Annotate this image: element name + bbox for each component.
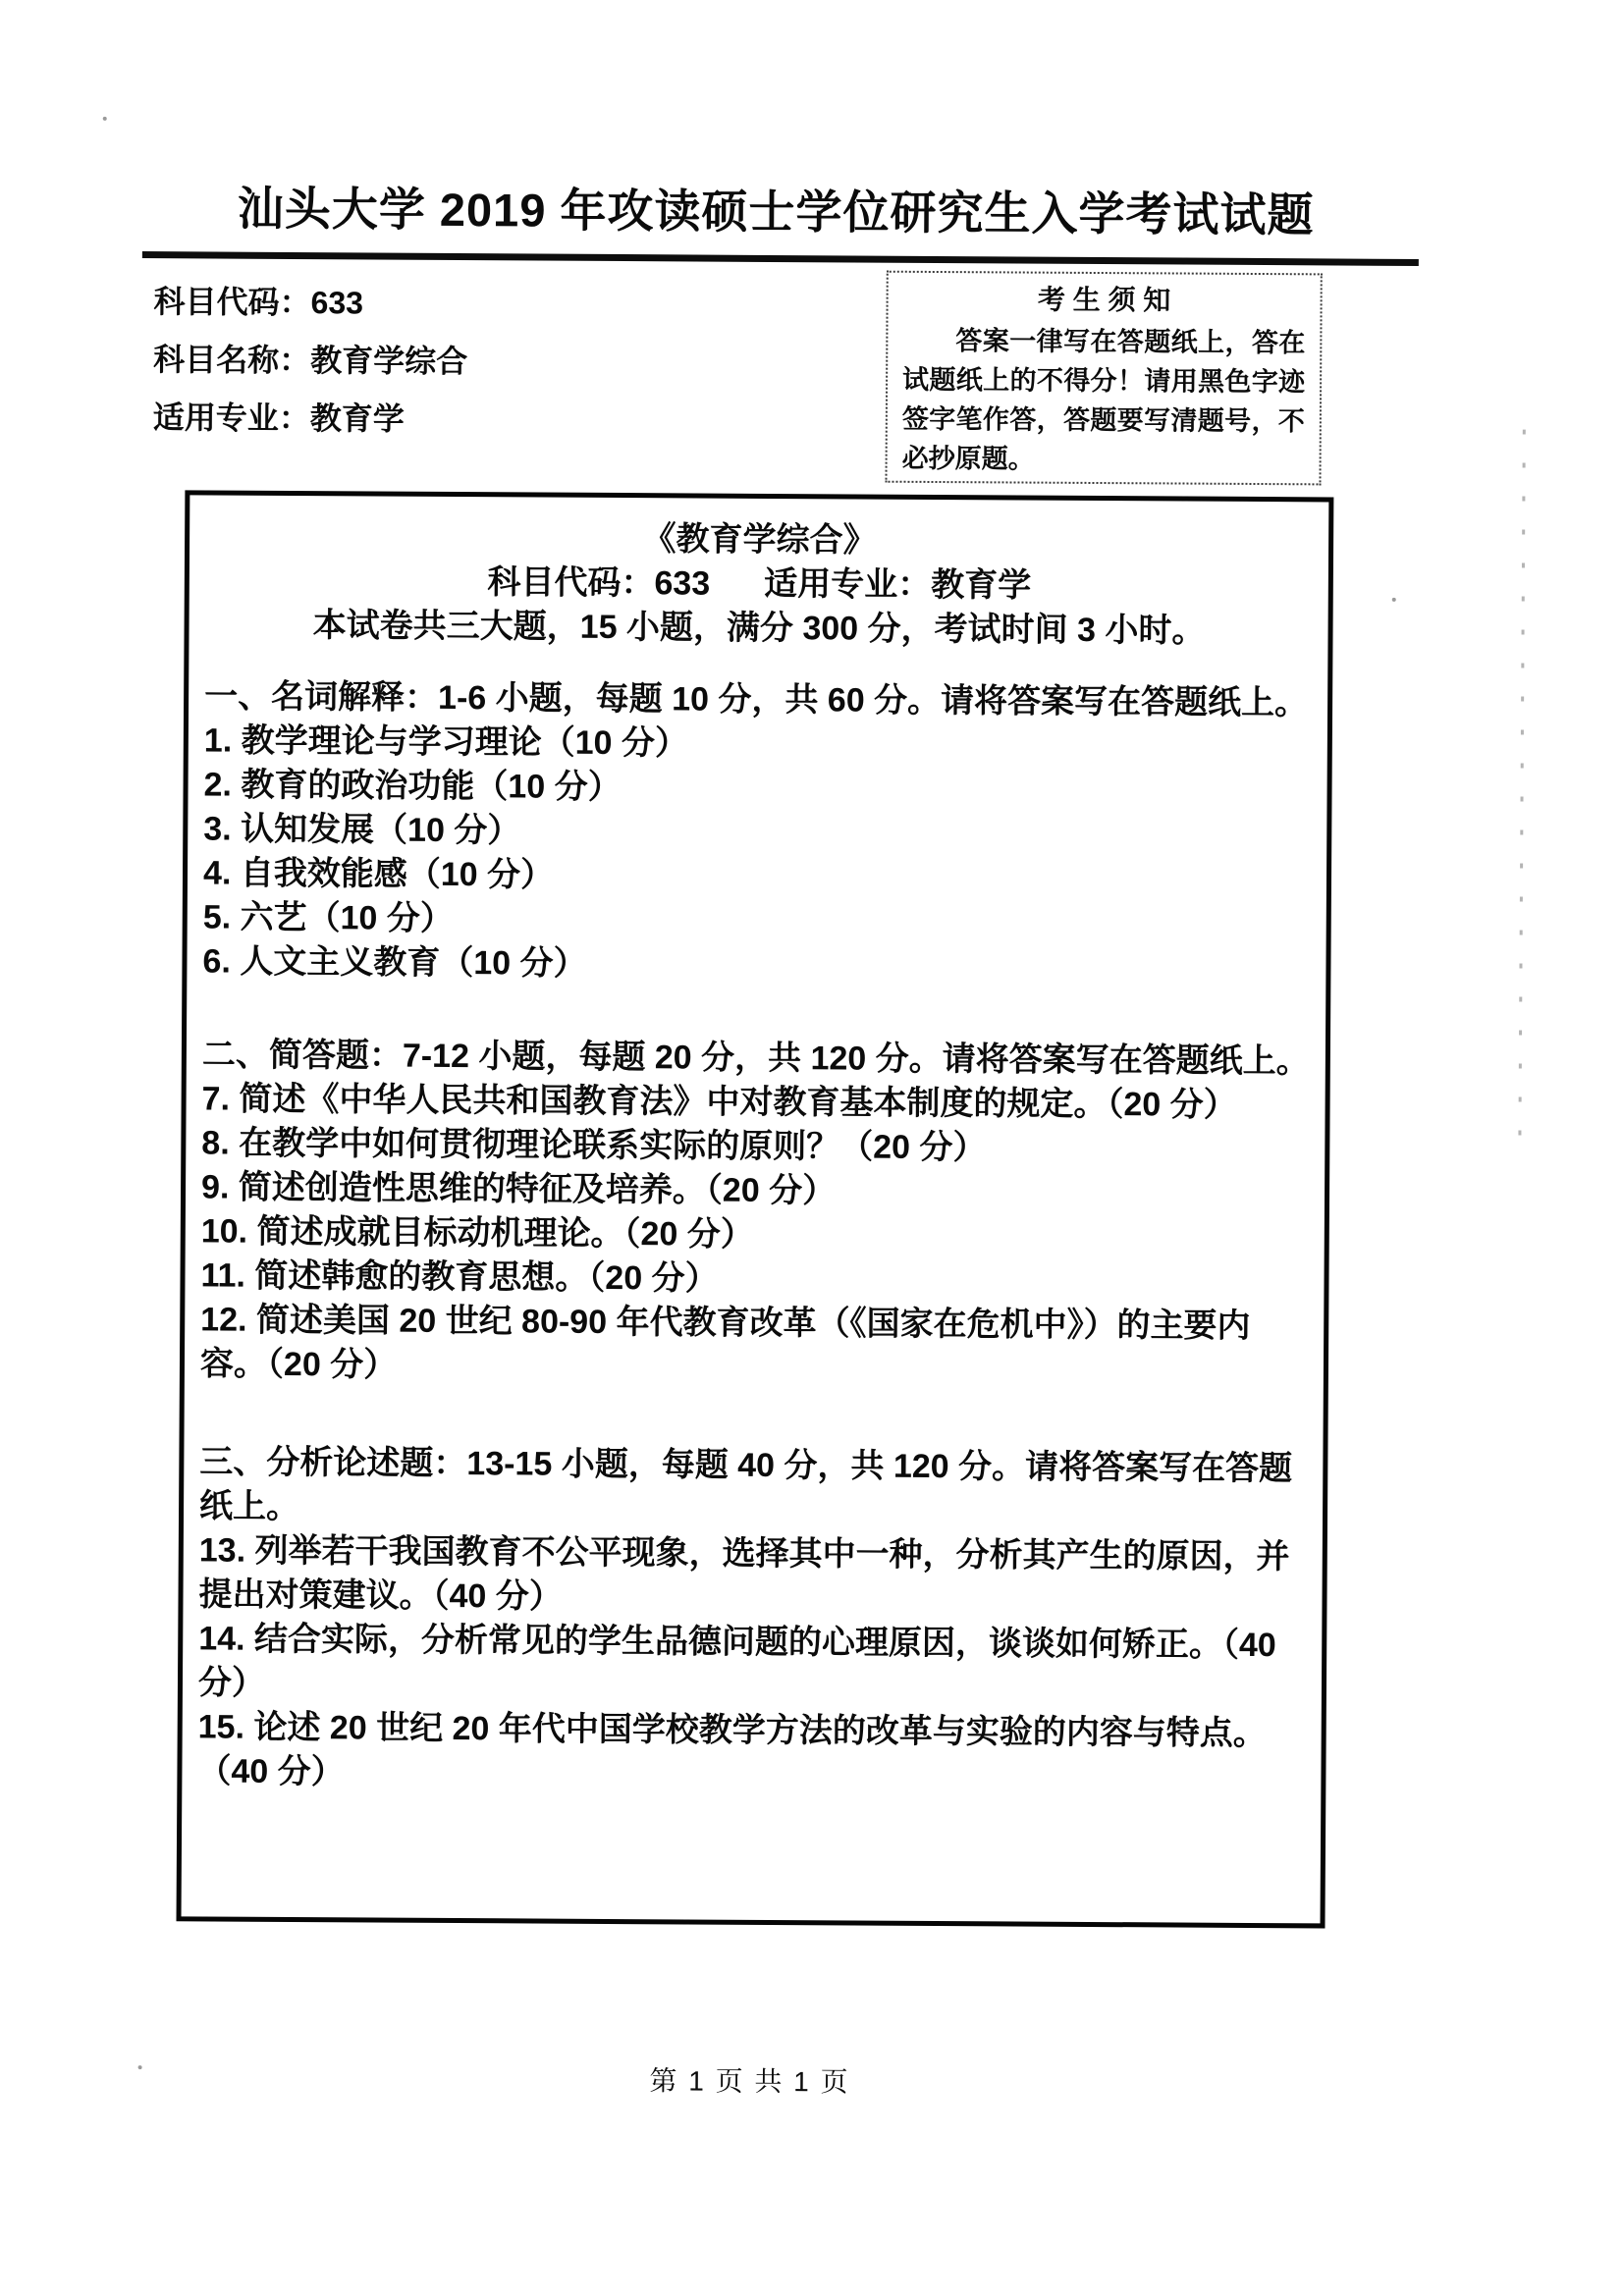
subject-meta-block — [153, 280, 468, 455]
meta-row-subject-code — [153, 280, 467, 340]
scan-speck — [138, 2065, 142, 2069]
meta-row-subject-name — [153, 338, 467, 398]
question-item-1: 1. 教学理论与学习理论（10 分） — [203, 721, 689, 763]
subject-name-value: 教育学综合 — [310, 343, 468, 380]
notice-body: 答案一律写在答题纸上，答在试题纸上的不得分！请用黑色字迹签字笔作答，答题要写清题号，不必抄原题。 — [901, 326, 1306, 474]
subject-code-value: 633 — [310, 285, 364, 321]
notice-title: 考 生 须 知 — [1037, 284, 1171, 316]
scan-artifact-line — [1518, 430, 1526, 1156]
section-short-answer — [200, 1033, 1311, 1393]
question-item-7: 7. 简述《中华人民共和国教育法》中对教育基本制度的规定。（20 分） — [201, 1080, 1237, 1124]
major-label: 适用专业： — [152, 400, 310, 437]
exam-major: 适用专业：教育学 — [764, 564, 1032, 605]
examinee-notice-box — [885, 271, 1322, 486]
subject-code-label: 科目代码： — [153, 284, 311, 321]
major-value: 教育学 — [309, 400, 406, 437]
page-title: 汕头大学 2019 年攻读硕士学位研究生入学考试试题 — [237, 182, 1315, 241]
meta-row-major — [153, 396, 467, 455]
exam-content-box — [177, 490, 1334, 1928]
exam-summary: 本试卷共三大题，15 小题，满分 300 分，考试时间 3 小时。 — [312, 607, 1206, 650]
question-item-3: 3. 认知发展（10 分） — [203, 810, 521, 850]
scan-speck — [103, 117, 107, 121]
question-item-14: 14. 结合实际，分析常见的学生品德问题的心理原因，谈谈如何矫正。（40 分） — [197, 1620, 1276, 1702]
question-item-2: 2. 教育的政治功能（10 分） — [203, 766, 622, 807]
question-item-15: 15. 论述 20 世纪 20 年代中国学校教学方法的改革与实验的内容与特点。（40 分） — [197, 1708, 1267, 1791]
page-footer: 第 1 页 共 1 页 — [649, 2065, 850, 2098]
question-item-12: 12. 简述美国 20 世纪 80-90 年代教育改革（《国家在危机中》）的主要内容。（20 分） — [199, 1301, 1251, 1384]
scan-speck — [1392, 598, 1396, 602]
question-item-13: 13. 列举若干我国教育不公平现象，选择其中一种，分析其产生的原因，并提出对策建议。（40 分） — [198, 1531, 1290, 1616]
section-analysis-essay — [197, 1440, 1308, 1800]
question-item-8: 8. 在教学中如何贯彻理论联系实际的原则？（20 分） — [201, 1124, 987, 1167]
exam-paper-title: 《教育学综合》 — [642, 520, 877, 560]
exam-subject-code: 科目代码：633 — [487, 563, 711, 603]
question-item-5: 5. 六艺（10 分） — [202, 898, 454, 938]
question-item-4: 4. 自我效能感（10 分） — [202, 854, 555, 894]
question-item-11: 11. 简述韩愈的教育思想。（20 分） — [200, 1256, 719, 1298]
subject-name-label: 科目名称： — [153, 342, 311, 379]
question-item-9: 9. 简述创造性思维的特征及培养。（20 分） — [200, 1168, 837, 1210]
section-2-header: 二、简答题：7-12 小题，每题 20 分，共 120 分。请将答案写在答题纸上。 — [201, 1036, 1310, 1081]
question-item-6: 6. 人文主义教育（10 分） — [202, 942, 587, 983]
question-item-10: 10. 简述成就目标动机理论。（20 分） — [200, 1212, 754, 1254]
exam-subtitle-line — [205, 559, 1314, 610]
section-3-header: 三、分析论述题：13-15 小题，每题 40 分，共 120 分。请将答案写在答题纸上。 — [198, 1443, 1293, 1526]
section-1-header: 一、名词解释：1-6 小题，每题 10 分，共 60 分。请将答案写在答题纸上。 — [204, 677, 1309, 722]
section-term-definitions — [202, 674, 1313, 990]
title-underline — [142, 251, 1419, 266]
